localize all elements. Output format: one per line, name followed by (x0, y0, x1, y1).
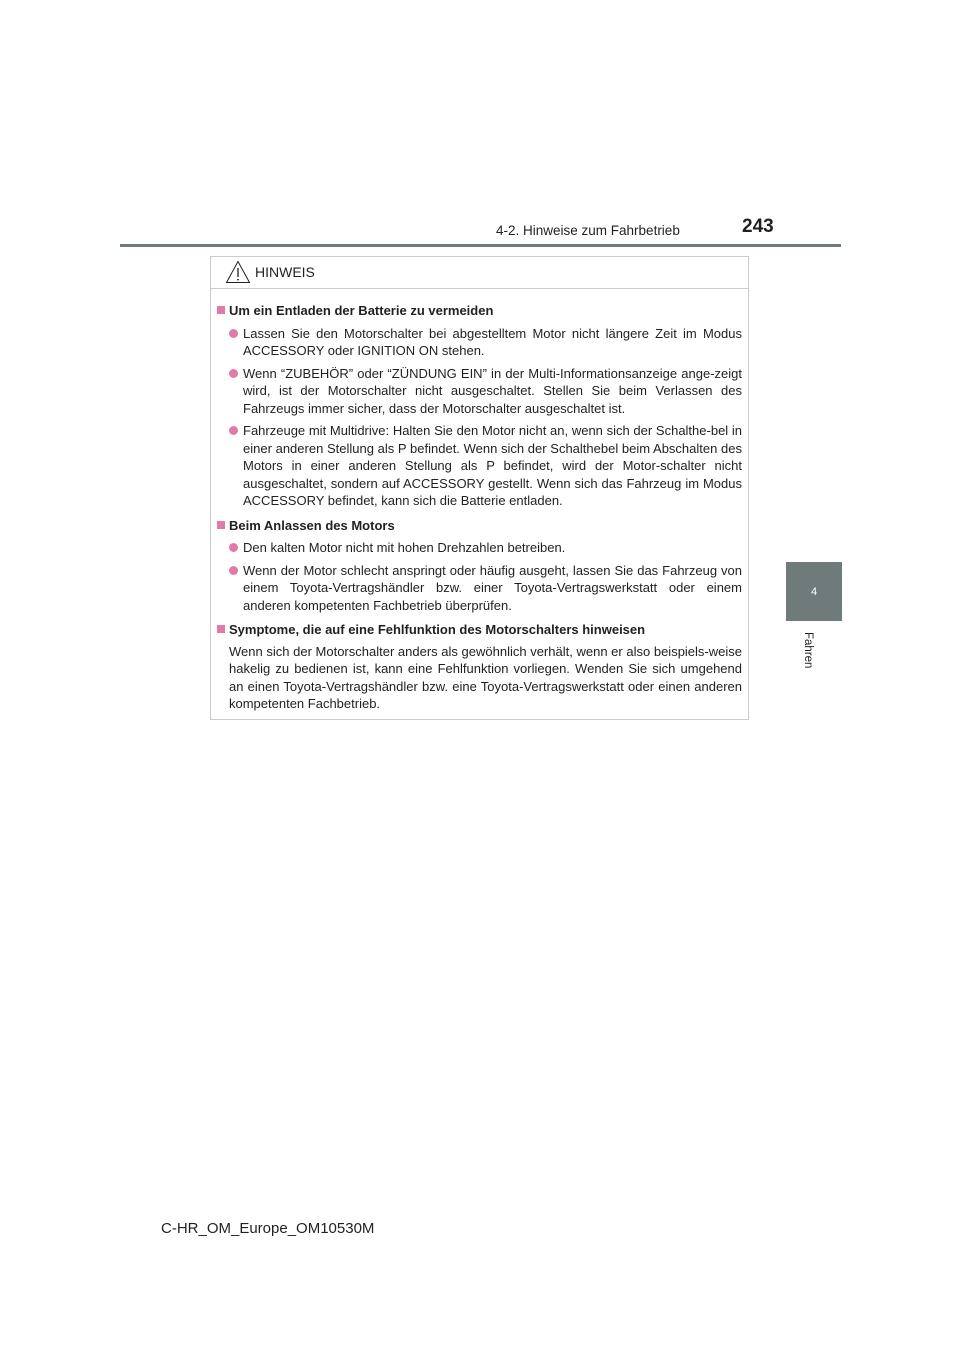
section-heading: 4-2. Hinweise zum Fahrbetrieb (496, 223, 680, 238)
round-bullet-icon (229, 426, 238, 435)
page-number: 243 (742, 216, 774, 237)
header-divider (120, 244, 841, 247)
round-bullet-icon (229, 369, 238, 378)
round-bullet-icon (229, 566, 238, 575)
section-title-battery: Um ein Entladen der Batterie zu vermeiden (217, 302, 742, 320)
square-bullet-icon (217, 521, 225, 529)
list-item: Den kalten Motor nicht mit hohen Drehzahlen betreiben. (217, 539, 742, 557)
list-item: Wenn der Motor schlecht anspringt oder häufig ausgeht, lassen Sie das Fahrzeug von einem Toyota-Vertragshändler bzw. einer Toyota-Vertragswerkstatt oder einem anderen kompetenten Fachbetrieb überprüfen. (217, 562, 742, 615)
chapter-label: Fahren (802, 632, 814, 669)
warning-triangle-icon (225, 260, 251, 284)
square-bullet-icon (217, 625, 225, 633)
chapter-number: 4 (810, 585, 818, 598)
round-bullet-icon (229, 543, 238, 552)
section-title-symptoms: Symptome, die auf eine Fehlfunktion des Motorschalters hinweisen (217, 621, 742, 639)
notice-header (211, 257, 748, 289)
notice-title: HINWEIS (255, 264, 315, 280)
chapter-tab[interactable] (786, 562, 842, 621)
square-bullet-icon (217, 306, 225, 314)
section-title-starting: Beim Anlassen des Motors (217, 517, 742, 535)
document-id: C-HR_OM_Europe_OM10530M (161, 1220, 375, 1237)
notice-box (210, 256, 749, 720)
section-paragraph: Wenn sich der Motorschalter anders als gewöhnlich verhält, wenn er also beispiels-weise hakelig zu bedienen ist, kann eine Fehlfunktion vorliegen. Wenden Sie sich umgehend an einen Toyota-Vertragshändler bzw. eine Toyota-Vertragswerkstatt oder einen anderen kompetenten Fachbetrieb. (229, 643, 742, 711)
list-item: Lassen Sie den Motorschalter bei abgestelltem Motor nicht längere Zeit im Modus ACCESSORY oder IGNITION ON stehen. (217, 325, 742, 360)
list-item: Fahrzeuge mit Multidrive: Halten Sie den Motor nicht an, wenn sich der Schalthe-bel in einer anderen Stellung als P befindet. Wenn sich der Schalthebel beim Abschalten des Motors in einer anderen Stellung als P befindet, wird der Motor-schalter nicht ausgeschaltet, sondern auf ACCESSORY gestellt. Wenn sich das Fahrzeug im Modus ACCESSORY befindet, kann sich die Batterie entladen. (217, 422, 742, 510)
list-item: Wenn “ZUBEHÖR” oder “ZÜNDUNG EIN” in der Multi-Informationsanzeige ange-zeigt wird, ist der Motorschalter nicht ausgeschaltet. Stellen Sie beim Verlassen des Fahrzeugs immer sicher, dass der Motorschalter ausgeschaltet ist. (217, 365, 742, 418)
notice-body (211, 289, 748, 713)
round-bullet-icon (229, 329, 238, 338)
